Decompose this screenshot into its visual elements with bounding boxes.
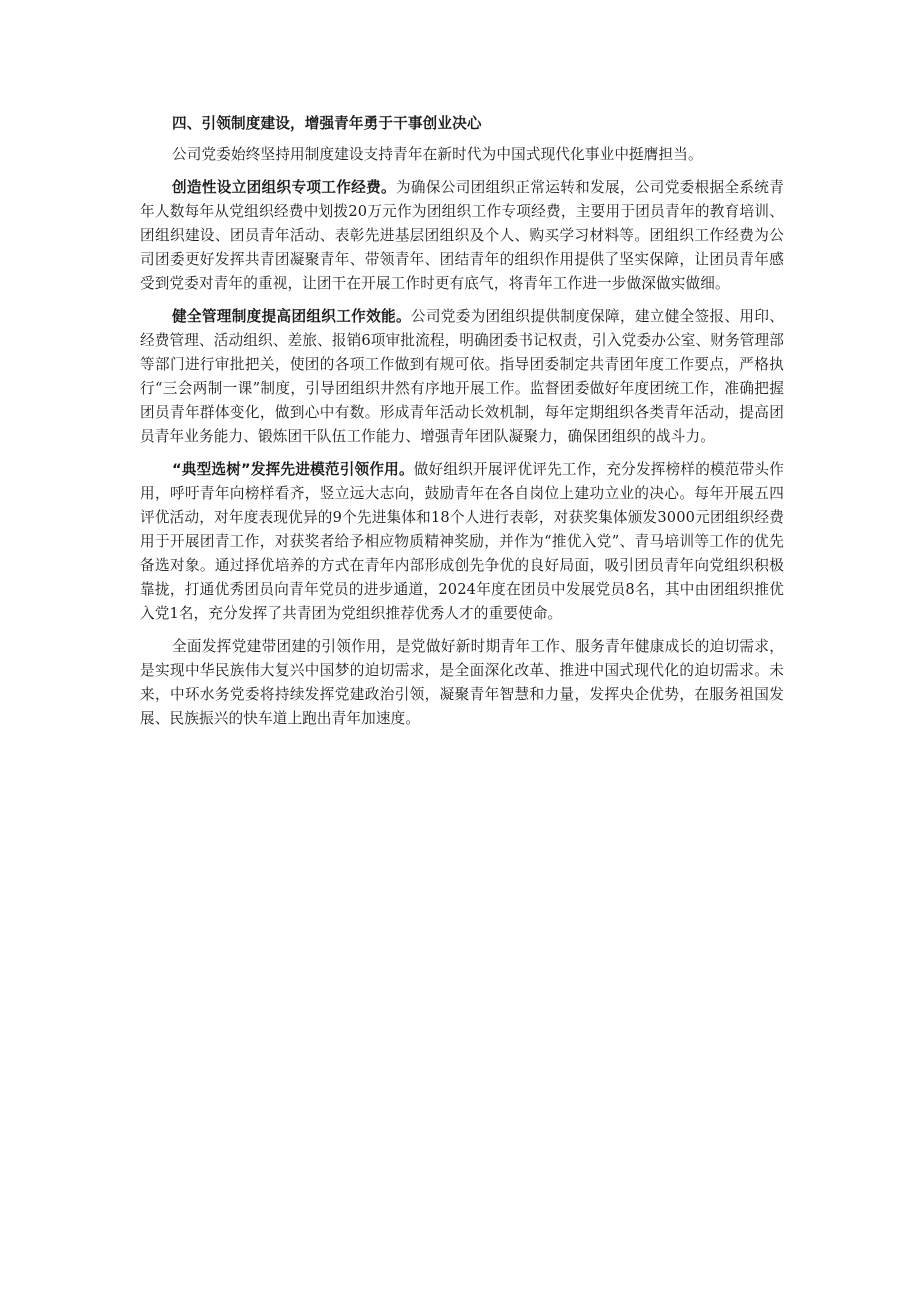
- management-paragraph: [140, 305, 784, 450]
- paragraph-body: 为确保公司团组织正常运转和发展，公司党委根据全系统青年人数每年从党组织经费中划拨20万元作为团组织工作专项经费，主要用于团员青年的教育培训、团组织建设、团员青年活动、表彰先进基层团组织及个人、购买学习材料等。团组织工作经费为公司团委更好发挥共青团凝聚青年、带领青年、团结青年的组织作用提供了坚实保障，让团员青年感受到党委对青年的重视，让团干在开展工作时更有底气，将青年工作进一步做深做实做细。: [140, 178, 784, 292]
- paragraph-body: 公司党委为团组织提供制度保障，建立健全签报、用印、经费管理、活动组织、差旅、报销6项审批流程，明确团委书记权责，引入党委办公室、财务管理部等部门进行审批把关，使团的各项工作做到有规可依。指导团委制定共青团年度工作要点，严格执行“三会两制一课”制度，引导团组织井然有序地开展工作。监督团委做好年度团统工作，准确把握团员青年群体变化，做到心中有数。形成青年活动长效机制，每年定期组织各类青年活动，提高团员青年业务能力、锻炼团干队伍工作能力、增强青年团队凝聚力，确保团组织的战斗力。: [140, 307, 784, 446]
- role-model-paragraph: [140, 458, 784, 627]
- paragraph-lead: “典型选树”发挥先进模范引领作用。: [172, 460, 414, 478]
- document-page: [140, 112, 784, 731]
- paragraph-lead: 健全管理制度提高团组织工作效能。: [172, 307, 411, 325]
- paragraph-lead: 创造性设立团组织专项工作经费。: [172, 178, 396, 196]
- paragraph-body: 做好组织开展评优评先工作，充分发挥榜样的模范带头作用，呼吁青年向榜样看齐，竖立远大志向，鼓励青年在各自岗位上建功立业的决心。每年开展五四评优活动，对年度表现优异的9个先进集体和18个人进行表彰，对获奖集体颁发3000元团组织经费用于开展团青工作，对获奖者给予相应物质精神奖励，并作为“推优入党”、青马培训等工作的优先备选对象。通过择优培养的方式在青年内部形成创先争优的良好局面，吸引团员青年向党组织积极靠拢，打通优秀团员向青年党员的进步通道，2024年度在团员中发展党员8名，其中由团组织推优入党1名，充分发挥了共青团为党组织推荐优秀人才的重要使命。: [140, 460, 784, 623]
- section-heading: 四、引领制度建设，增强青年勇于干事创业决心: [172, 115, 482, 132]
- intro-paragraph: [140, 143, 784, 167]
- funding-paragraph: [140, 176, 784, 296]
- paragraph-body: 全面发挥党建带团建的引领作用，是党做好新时期青年工作、服务青年健康成长的迫切需求，是实现中华民族伟大复兴中国梦的迫切需求，是全面深化改革、推进中国式现代化的迫切需求。未来，中环水务党委将持续发挥党建政治引领，凝聚青年智慧和力量，发挥央企优势，在服务祖国发展、民族振兴的快车道上跑出青年加速度。: [140, 637, 784, 728]
- conclusion-paragraph: [140, 635, 784, 731]
- paragraph-body: 公司党委始终坚持用制度建设支持青年在新时代为中国式现代化事业中挺膺担当。: [172, 146, 703, 163]
